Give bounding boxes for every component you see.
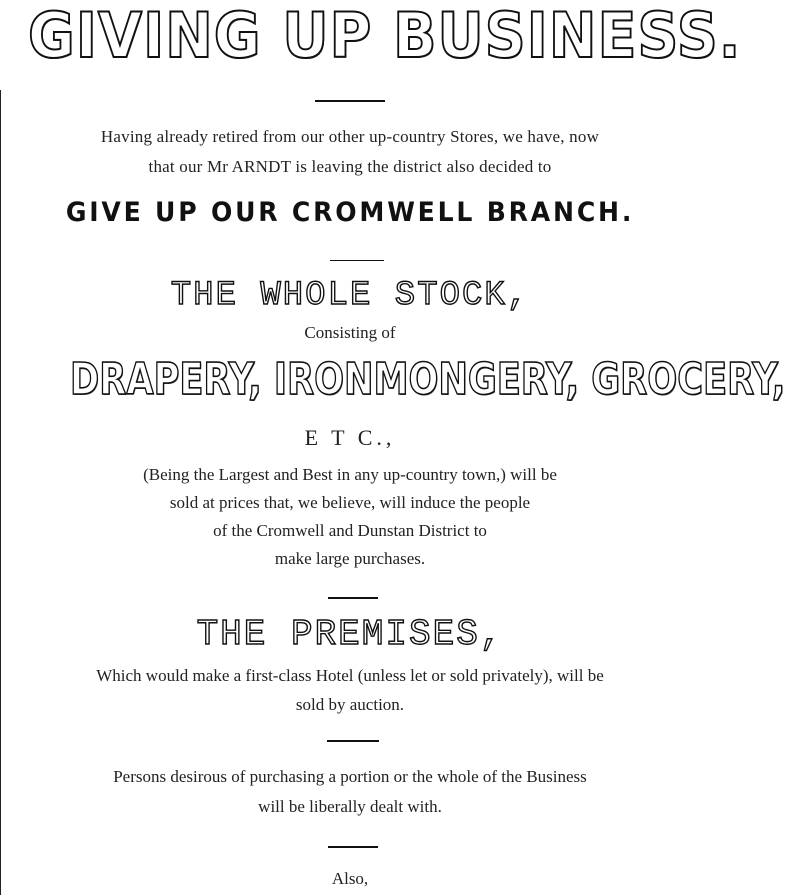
premises-line-1: Which would make a first-class Hotel (unless let or sold privately), will be xyxy=(96,666,604,685)
divider-rule xyxy=(330,260,384,261)
branch-heading: GIVE UP OUR CROMWELL BRANCH. xyxy=(65,197,635,228)
intro-line-2: that our Mr ARNDT is leaving the district also decided to xyxy=(148,157,552,176)
persons-line-2: will be liberally dealt with. xyxy=(258,797,442,816)
persons-line-1: Persons desirous of purchasing a portion or the whole of the Business xyxy=(113,767,587,786)
divider-rule xyxy=(327,740,379,742)
headline: GIVING UP BUSINESS. xyxy=(28,0,742,72)
consisting-of: Consisting of xyxy=(304,323,396,342)
stock-heading: THE WHOLE STOCK, xyxy=(170,277,530,315)
premises-heading: THE PREMISES, xyxy=(196,614,504,655)
premises-line-2: sold by auction. xyxy=(295,695,405,714)
stock-line-3: of the Cromwell and Dunstan District to xyxy=(213,521,487,540)
intro-line-1: Having already retired from our other up-country Stores, we have, now xyxy=(100,127,600,146)
divider-rule xyxy=(328,846,378,848)
etc-heading: E T C., xyxy=(304,425,396,450)
also-line: Also, xyxy=(331,869,369,888)
stock-line-2: sold at prices that, we believe, will induce the people xyxy=(169,493,531,512)
divider-rule xyxy=(328,597,378,599)
stock-line-4: make large purchases. xyxy=(274,549,426,568)
divider-rule xyxy=(315,100,385,102)
departments-heading: DRAPERY, IRONMONGERY, GROCERY, xyxy=(70,354,785,405)
stock-line-1: (Being the Largest and Best in any up-country town,) will be xyxy=(143,465,557,484)
